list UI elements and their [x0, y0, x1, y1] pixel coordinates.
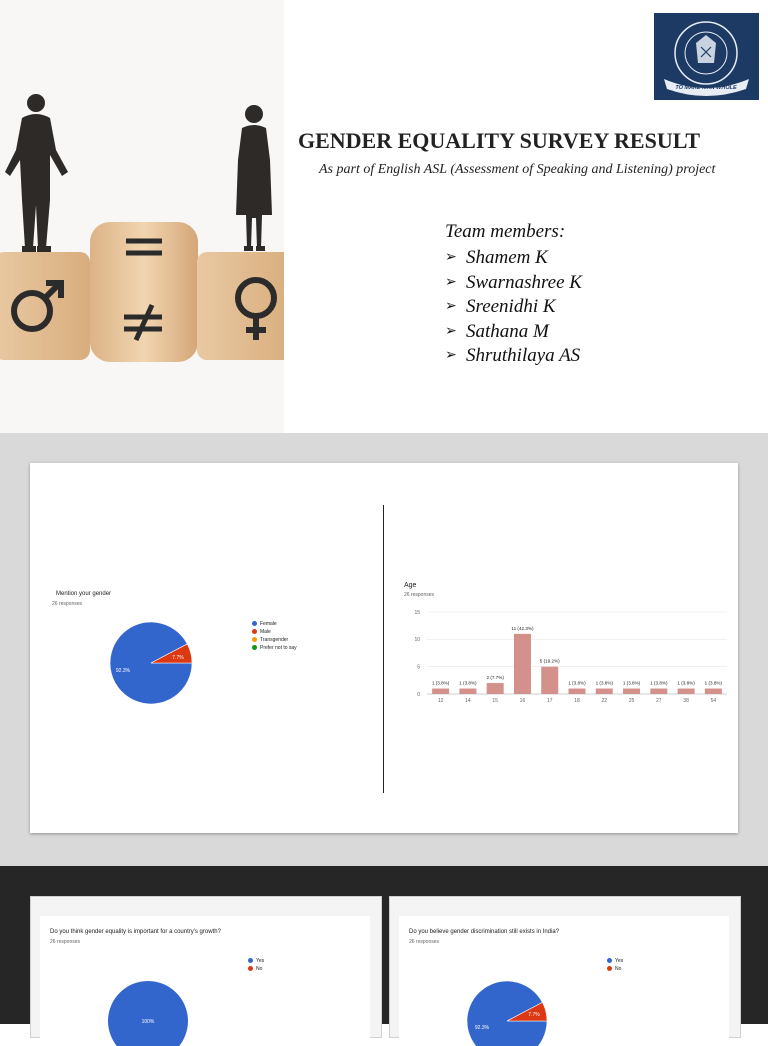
age-bar — [514, 634, 531, 694]
age-bar — [705, 689, 722, 694]
legend-swatch — [607, 966, 612, 971]
legend-swatch — [248, 966, 253, 971]
age-bar — [678, 689, 695, 694]
gender-pie-slice-label: 92.3% — [115, 668, 131, 674]
age-responses: 26 responses — [404, 592, 435, 598]
importance-legend-yes — [248, 958, 264, 964]
school-logo — [654, 13, 759, 100]
age-bar-label: 1 (3.8%) — [677, 680, 695, 686]
team-member — [445, 320, 582, 345]
discrimination-pie-slice-label: 7.7% — [528, 1012, 540, 1018]
discrimination-legend-no — [607, 966, 621, 972]
school-emblem-icon — [654, 13, 759, 100]
age-bar — [541, 667, 558, 694]
gender-blocks-illustration — [0, 0, 284, 433]
arrow-bullet-icon: ➢ — [445, 323, 457, 339]
age-ytick-label: 15 — [414, 609, 420, 616]
age-xtick-label: 54 — [710, 698, 717, 704]
age-bar-label: 1 (3.8%) — [650, 680, 668, 686]
gender-blocks-photo — [0, 0, 284, 433]
age-bar-label: 1 (3.8%) — [704, 680, 723, 686]
team-member — [445, 295, 582, 320]
age-ytick-label: 5 — [417, 664, 420, 671]
discrimination-responses: 26 responses — [409, 939, 440, 945]
discrimination-card — [389, 896, 741, 1038]
age-xtick-label: 15 — [492, 698, 498, 704]
legend-label: Transgender — [260, 637, 289, 643]
age-xtick-label: 17 — [546, 698, 553, 704]
discrimination-legend-yes — [607, 958, 623, 964]
survey-subtitle: As part of English ASL (Assessment of Speaking and Listening) project — [319, 162, 716, 177]
team-member-name: Sreenidhi K — [466, 296, 556, 317]
importance-responses: 26 responses — [50, 939, 81, 945]
team-heading: Team members: — [445, 221, 566, 242]
age-question: Age — [404, 582, 417, 589]
arrow-bullet-icon: ➢ — [445, 250, 457, 265]
discrimination-pie-slice-label: 92.3% — [474, 1025, 490, 1031]
title-slide — [0, 0, 768, 433]
age-xtick-label: 25 — [628, 698, 635, 704]
importance-pie-slice-0 — [108, 981, 188, 1046]
legend-label: Male — [260, 629, 271, 635]
age-bar-label: 2 (7.7%) — [486, 675, 504, 681]
legend-swatch — [248, 958, 253, 963]
logo-motto: TO MAKE MAN WHOLE — [675, 85, 737, 91]
age-xtick-label: 27 — [656, 698, 662, 704]
importance-legend-no — [248, 966, 262, 972]
legend-label: Prefer not to say — [260, 645, 297, 651]
age-bar — [459, 689, 476, 694]
age-xtick-label: 14 — [465, 698, 471, 704]
importance-card — [30, 896, 382, 1038]
legend-label: Yes — [615, 958, 624, 964]
age-xtick-label: 22 — [601, 698, 608, 704]
arrow-bullet-icon: ➢ — [445, 348, 457, 363]
team-member-name: Swarnashree K — [466, 271, 582, 293]
age-bar — [650, 689, 667, 694]
discrimination-question: Do you believe gender discrimination still exists in India? — [409, 929, 560, 935]
discrimination-inner — [399, 916, 729, 1046]
importance-pie-chart — [40, 916, 370, 1046]
team-member-name: Shruthilaya AS — [466, 345, 581, 366]
gender-responses: 26 responses — [52, 601, 83, 607]
age-ytick-label: 10 — [414, 637, 420, 644]
age-bar-label: 1 (3.8%) — [622, 680, 641, 686]
arrow-bullet-icon: ➢ — [445, 274, 457, 290]
age-bar-label: 1 (3.8%) — [459, 680, 477, 686]
age-bar-label: 1 (3.8%) — [568, 680, 586, 686]
age-xtick-label: 12 — [437, 698, 444, 704]
gender-pie-slice-label: 7.7% — [172, 655, 184, 661]
age-ytick-label: 0 — [417, 691, 420, 698]
survey-title: GENDER EQUALITY SURVEY RESULT — [298, 128, 701, 153]
team-member — [445, 246, 582, 271]
team-member — [445, 271, 582, 296]
importance-inner — [40, 916, 370, 1046]
arrow-bullet-icon: ➢ — [445, 299, 457, 314]
age-xtick-label: 16 — [519, 698, 526, 704]
team-member-name: Shamem K — [466, 247, 548, 268]
legend-label: No — [256, 966, 263, 972]
legend-label: Female — [260, 621, 277, 627]
age-bar-label: 1 (3.8%) — [431, 680, 450, 686]
gender-question: Mention your gender — [56, 591, 112, 597]
legend-swatch — [607, 958, 612, 963]
results-slide — [0, 433, 768, 866]
importance-question: Do you think gender equality is important for a country's growth? — [50, 929, 221, 935]
age-bar-label: 11 (42.3%) — [511, 625, 534, 631]
more-results-slide — [0, 866, 768, 1031]
age-bar — [623, 689, 640, 694]
age-bar-label: 1 (3.8%) — [595, 680, 613, 686]
legend-label: No — [615, 966, 622, 972]
age-xtick-label: 38 — [683, 698, 689, 704]
age-bar — [487, 683, 504, 694]
age-bar — [596, 689, 613, 694]
age-xtick-label: 18 — [574, 698, 580, 704]
results-card — [30, 463, 738, 833]
age-bar-label: 5 (19.2%) — [539, 658, 560, 664]
team-member-name: Sathana M — [466, 320, 549, 342]
age-bar — [569, 689, 586, 694]
importance-pie-slice-label: 100% — [141, 1019, 155, 1025]
age-bar — [432, 689, 449, 694]
legend-label: Yes — [256, 958, 265, 964]
discrimination-pie-chart — [399, 916, 729, 1046]
age-bar-chart — [30, 463, 738, 833]
team-member — [445, 344, 582, 369]
team-member-list — [445, 246, 582, 369]
